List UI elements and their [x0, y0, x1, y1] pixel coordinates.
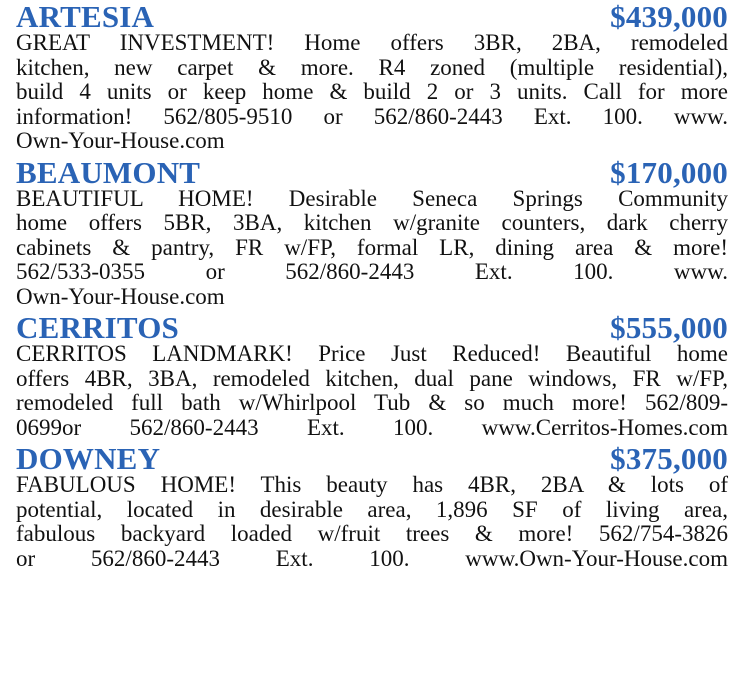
- description-line: Own-Your-House.com: [16, 283, 225, 309]
- listing-cerritos: [16, 311, 728, 440]
- description-line: fabulous backyard loaded w/fruit trees & more! 562/754-3826: [16, 521, 728, 546]
- description-line: home offers 5BR, 3BA, kitchen w/granite counters, dark cherry: [16, 210, 728, 235]
- listing-city: BEAUMONT: [16, 154, 201, 190]
- description-line: 0699or 562/860-2443 Ext. 100. www.Cerritos-Homes.com: [16, 414, 728, 440]
- listing-header: [16, 442, 728, 476]
- listing-header: [16, 311, 728, 345]
- description-line: BEAUTIFUL HOME! Desirable Seneca Springs Community: [16, 185, 728, 211]
- description-line: remodeled full bath w/Whirlpool Tub & so much more! 562/809-: [16, 390, 728, 415]
- listing-price: $439,000: [610, 0, 728, 34]
- listing-city: ARTESIA: [16, 0, 155, 34]
- listing-downey: [16, 442, 728, 571]
- description-line: offers 4BR, 3BA, remodeled kitchen, dual pane windows, FR w/FP,: [16, 365, 728, 391]
- listing-artesia: [16, 0, 728, 154]
- description-line: information! 562/805-9510 or 562/860-2443 Ext. 100. www.: [16, 103, 728, 129]
- description-line: 562/533-0355 or 562/860-2443 Ext. 100. www.: [16, 259, 728, 284]
- listing-description: [16, 473, 728, 571]
- listing-description: [16, 31, 728, 154]
- description-line: or 562/860-2443 Ext. 100. www.Own-Your-House.com: [16, 545, 728, 571]
- listing-beaumont: [16, 156, 728, 310]
- description-line: FABULOUS HOME! This beauty has 4BR, 2BA & lots of: [16, 472, 728, 497]
- listings-page: [16, 0, 728, 573]
- description-line: build 4 units or keep home & build 2 or 3 units. Call for more: [16, 79, 728, 104]
- listing-city: CERRITOS: [16, 310, 179, 345]
- listing-price: $375,000: [610, 441, 728, 476]
- listing-description: [16, 342, 728, 440]
- description-line: Own-Your-House.com: [16, 128, 225, 153]
- description-line: GREAT INVESTMENT! Home offers 3BR, 2BA, remodeled: [16, 30, 728, 55]
- description-line: cabinets & pantry, FR w/FP, formal LR, dining area & more!: [16, 234, 728, 260]
- listing-header: [16, 0, 728, 34]
- listing-city: DOWNEY: [16, 441, 161, 476]
- description-line: kitchen, new carpet & more. R4 zoned (multiple residential),: [16, 54, 728, 80]
- description-line: CERRITOS LANDMARK! Price Just Reduced! Beautiful home: [16, 341, 728, 366]
- description-line: potential, located in desirable area, 1,896 SF of living area,: [16, 496, 728, 522]
- listing-price: $555,000: [610, 310, 728, 345]
- listing-description: [16, 187, 728, 310]
- listing-header: [16, 156, 728, 190]
- listing-price: $170,000: [610, 154, 728, 190]
